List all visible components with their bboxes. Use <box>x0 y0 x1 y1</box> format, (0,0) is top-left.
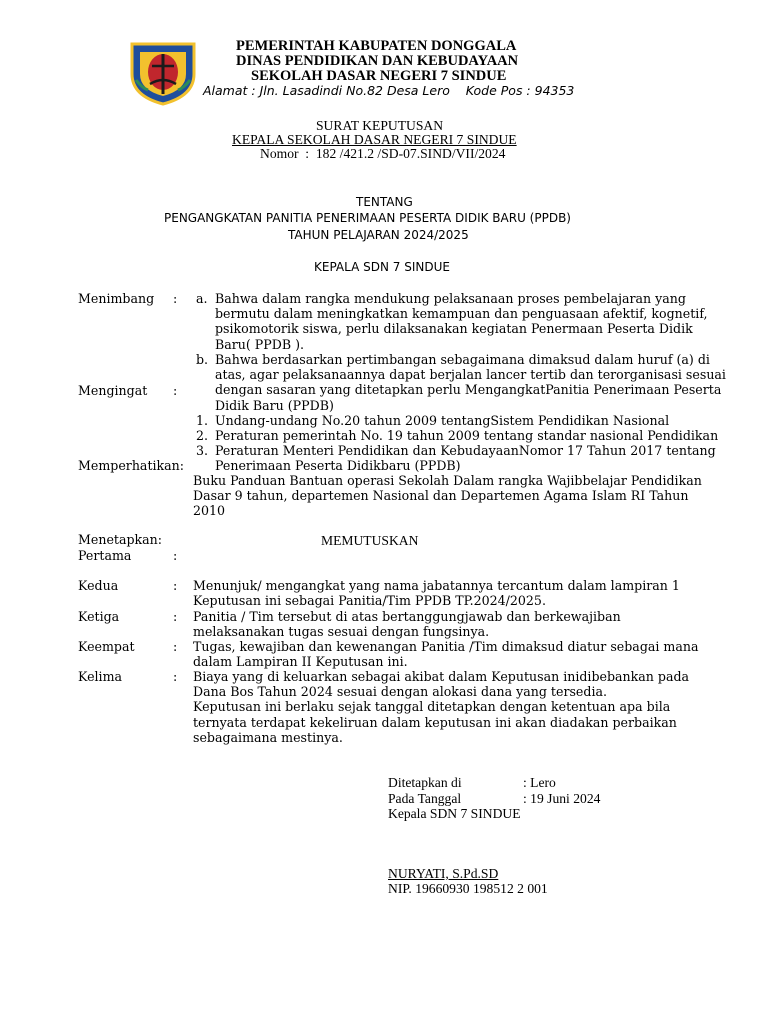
colon: : <box>173 639 178 654</box>
subject-head: KEPALA SDN 7 SINDUE <box>314 260 450 274</box>
text-line: dengan sasaran yang ditetapkan perlu MengangkatPanitia Penerimaan Peserta <box>215 382 722 398</box>
signature-date-label: Pada Tanggal <box>388 791 462 806</box>
decision-kedua <box>193 578 680 608</box>
text-line: Penerimaan Peserta Didikbaru (PPDB) <box>215 458 461 474</box>
mengingat-item-3 <box>215 443 716 473</box>
letterhead-line-1: PEMERINTAH KABUPATEN DONGGALA <box>236 38 517 54</box>
text-line: Biaya yang di keluarkan sebagai akibat dalam Keputusan inidibebankan pada <box>193 669 690 684</box>
colon: : <box>173 383 178 398</box>
letterhead-line-2: DINAS PENDIDIKAN DAN KEBUDAYAAN <box>236 53 519 69</box>
label-menimbang: Menimbang <box>78 291 155 306</box>
colon: : <box>173 578 178 593</box>
list-marker: 2. <box>196 428 209 443</box>
doc-number: Nomor : 182 /421.2 /SD-07.SIND/VII/2024 <box>260 146 506 161</box>
memperhatikan-text <box>193 473 702 519</box>
decision-ketiga <box>193 609 621 639</box>
mengingat-item-1: Undang-undang No.20 tahun 2009 tentangSistem Pendidikan Nasional <box>215 413 670 428</box>
menimbang-a <box>215 291 708 352</box>
menimbang-b <box>215 352 726 413</box>
colon: : <box>173 291 178 306</box>
signature-name: NURYATI, S.Pd.SD <box>388 866 499 881</box>
text-line: Didik Baru (PPDB) <box>215 397 334 413</box>
doc-issuer: KEPALA SEKOLAH DASAR NEGERI 7 SINDUE <box>232 132 517 147</box>
label-keempat: Keempat <box>78 639 135 654</box>
text-line: Keputusan ini sebagai Panitia/Tim PPDB TP.2024/2025. <box>193 593 546 609</box>
district-logo <box>128 40 198 106</box>
text-line: Bahwa dalam rangka mendukung pelaksanaan proses pembelajaran yang <box>215 291 686 306</box>
label-memperhatikan: Memperhatikan: <box>78 458 185 473</box>
letterhead-address: Alamat : Jln. Lasadindi No.82 Desa Lero Kode Pos : 94353 <box>203 83 575 98</box>
text-line: Baru( PPDB ). <box>215 336 305 352</box>
text-line: psikomotorik siswa, perlu dilaksanakan kegiatan Penermaan Peserta Didik <box>215 321 693 337</box>
subject-line-1: PENGANGKATAN PANITIA PENERIMAAN PESERTA DIDIK BARU (PPDB) <box>164 211 571 225</box>
memutuskan-heading: MEMUTUSKAN <box>321 533 419 548</box>
colon: : <box>173 669 178 684</box>
text-line: ternyata terdapat kekeliruan dalam keputusan ini akan diadakan perbaikan <box>193 714 677 730</box>
doc-type: SURAT KEPUTUSAN <box>316 118 444 133</box>
decision-keempat <box>193 639 698 669</box>
text-line: bermutu dalam meningkatkan kemampuan dan penguasaan afektif, kognetif, <box>215 306 708 322</box>
text-line: Panitia / Tim tersebut di atas bertanggungjawab dan berkewajiban <box>193 609 621 624</box>
label-kedua: Kedua <box>78 578 119 593</box>
label-menetapkan: Menetapkan: <box>78 532 163 547</box>
signature-position: Kepala SDN 7 SINDUE <box>388 806 521 821</box>
text-line: Dasar 9 tahun, departemen Nasional dan Departemen Agama Islam RI Tahun <box>193 488 689 504</box>
signature-nip: NIP. 19660930 198512 2 001 <box>388 881 548 896</box>
text-line: dalam Lampiran II Keputusan ini. <box>193 654 408 670</box>
text-line: Menunjuk/ mengangkat yang nama jabatannya tercantum dalam lampiran 1 <box>193 578 680 593</box>
label-mengingat: Mengingat <box>78 383 148 398</box>
list-marker: 1. <box>196 413 209 428</box>
letterhead-line-3: SEKOLAH DASAR NEGERI 7 SINDUE <box>251 68 507 84</box>
list-marker: 3. <box>196 443 209 458</box>
label-kelima: Kelima <box>78 669 123 684</box>
mengingat-item-2: Peraturan pemerintah No. 19 tahun 2009 tentang standar nasional Pendidikan <box>215 428 719 443</box>
list-marker: b. <box>196 352 209 367</box>
colon: : <box>173 609 178 624</box>
text-line: Bahwa berdasarkan pertimbangan sebagaimana dimaksud dalam huruf (a) di <box>215 352 710 367</box>
text-line: Dana Bos Tahun 2024 sesuai dengan alokasi dana yang tersedia. <box>193 684 607 700</box>
text-line: Tugas, kewajiban dan kewenangan Panitia /Tim dimaksud diatur sebagai mana <box>193 639 699 654</box>
text-line: melaksanakan tugas sesuai dengan fungsinya. <box>193 624 490 640</box>
text-line: Buku Panduan Bantuan operasi Sekolah Dalam rangka Wajibbelajar Pendidikan <box>193 473 702 488</box>
subject-line-2: TAHUN PELAJARAN 2024/2025 <box>288 228 469 242</box>
subject-about: TENTANG <box>356 195 413 209</box>
label-pertama: Pertama <box>78 548 132 563</box>
list-marker: a. <box>196 291 208 306</box>
text-line: 2010 <box>193 503 226 519</box>
label-ketiga: Ketiga <box>78 609 120 624</box>
text-line: sebagaimana mestinya. <box>193 729 343 745</box>
signature-date-value: : 19 Juni 2024 <box>523 791 601 806</box>
signature-place-value: : Lero <box>523 775 556 790</box>
text-line: Peraturan Menteri Pendidikan dan KebudayaanNomor 17 Tahun 2017 tentang <box>215 443 716 458</box>
decision-kelima <box>193 669 689 745</box>
text-line: atas, agar pelaksanaannya dapat berjalan lancer tertib dan terorganisasi sesuai <box>215 367 726 383</box>
text-line: Keputusan ini berlaku sejak tanggal ditetapkan dengan ketentuan apa bila <box>193 699 671 715</box>
signature-place-label: Ditetapkan di <box>388 775 462 790</box>
colon: : <box>173 548 178 563</box>
